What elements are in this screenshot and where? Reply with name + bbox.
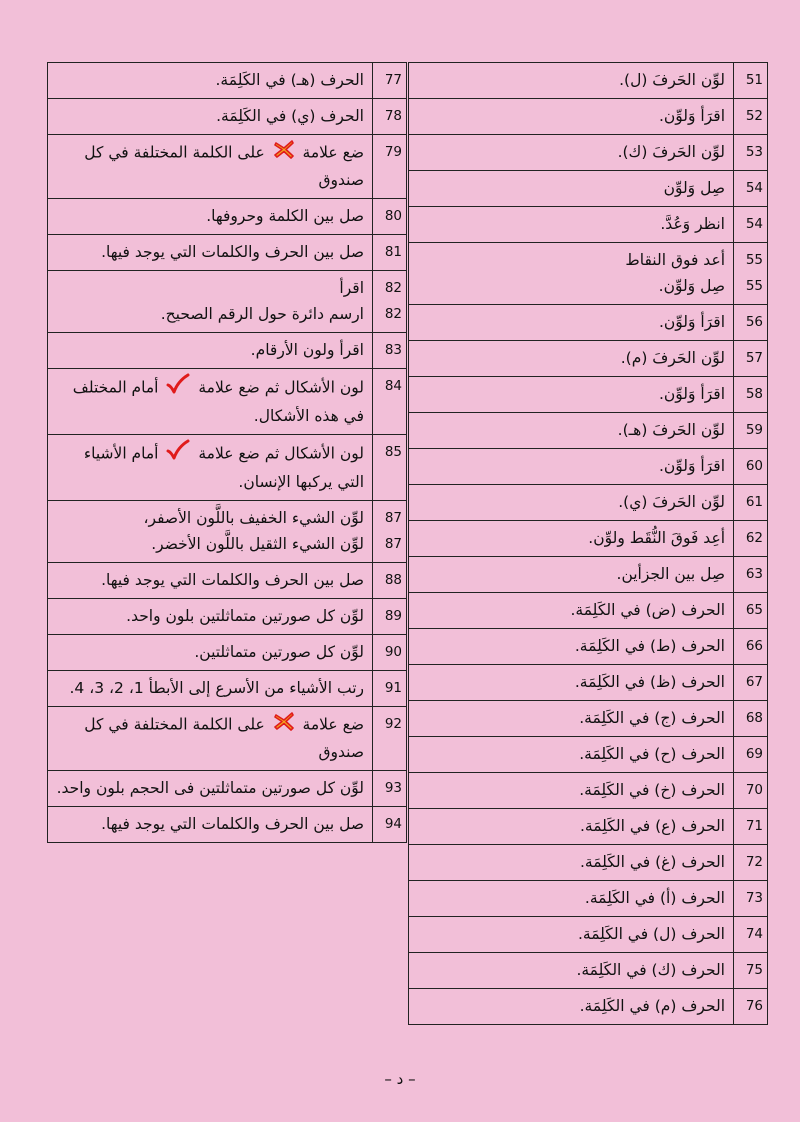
page-number: 91	[384, 680, 402, 696]
entry-title-cell	[48, 599, 373, 635]
contents-row	[48, 63, 407, 99]
entry-title: الحرف (ج) في الكَلِمَة.	[579, 709, 725, 727]
page-number-cell	[734, 305, 768, 341]
contents-row	[409, 171, 768, 207]
page-number: 75	[745, 962, 763, 978]
entry-title-cell	[409, 629, 734, 665]
page-number-cell	[734, 629, 768, 665]
entry-title: الحرف (ل) في الكَلِمَة.	[577, 925, 725, 943]
page-number-cell	[734, 557, 768, 593]
page-number: 85	[384, 444, 402, 460]
page-number-cell	[734, 341, 768, 377]
entry-title: الحرف (ح) في الكَلِمَة.	[579, 745, 725, 763]
entry-title-cell	[48, 235, 373, 271]
page-number-cell	[734, 737, 768, 773]
page-number: 72	[745, 854, 763, 870]
entry-title: لوِّن الحَرفَ (ل).	[619, 71, 725, 89]
page-number-cell	[373, 63, 407, 99]
entry-title-cell	[409, 305, 734, 341]
entry-title: الحرف (ع) في الكَلِمَة.	[579, 817, 725, 835]
page-number-cell	[734, 135, 768, 171]
page-number-cell	[734, 953, 768, 989]
page-number-cell	[373, 271, 407, 333]
contents-row	[48, 501, 407, 563]
entry-title: صِل وَلوِّن.	[658, 277, 725, 295]
page-number: 68	[745, 710, 763, 726]
page-number: 54	[745, 180, 763, 196]
entry-title: اقرأ	[339, 279, 364, 297]
page-number-cell	[734, 449, 768, 485]
entry-title-cell	[409, 557, 734, 593]
page-number: 92	[384, 716, 402, 732]
page-number-cell	[734, 845, 768, 881]
page-number-cell	[373, 199, 407, 235]
entry-title: اقرأ ولون الأرقام.	[250, 341, 364, 359]
entry-title: اقرَأ وَلوِّن.	[658, 107, 725, 125]
page-number: 94	[384, 816, 402, 832]
entry-title: لون الأشكال ثم ضع علامة أمام المختلف في هذه الأشكال.	[54, 373, 364, 429]
page-number-cell	[373, 807, 407, 843]
entry-title-cell	[409, 845, 734, 881]
contents-row	[48, 671, 407, 707]
entry-title: لوِّن كل صورتين متماثلتين.	[194, 643, 364, 661]
contents-row	[409, 449, 768, 485]
entry-title-cell	[48, 135, 373, 199]
page-number-cell	[734, 171, 768, 207]
entry-title: صل بين الحرف والكلمات التي يوجد فيها.	[101, 815, 364, 833]
entry-title-cell	[409, 485, 734, 521]
contents-row	[409, 207, 768, 243]
contents-row	[48, 635, 407, 671]
page-number: 88	[384, 572, 402, 588]
contents-row	[409, 377, 768, 413]
entry-title-cell	[409, 521, 734, 557]
page-number-cell	[734, 243, 768, 305]
entry-title: لوِّن الحَرفَ (م).	[620, 349, 725, 367]
entry-title: الحرف (غ) في الكَلِمَة.	[579, 853, 725, 871]
contents-row	[409, 341, 768, 377]
page-number-cell	[373, 135, 407, 199]
page-number-cell	[734, 809, 768, 845]
contents-row	[409, 773, 768, 809]
entry-title: انظر وَعُدَّ.	[660, 215, 725, 233]
contents-row	[409, 593, 768, 629]
entry-title: ضع علامة على الكلمة المختلفة في كل صندوق	[54, 139, 364, 193]
page-number: 62	[745, 530, 763, 546]
contents-row	[409, 135, 768, 171]
page-number-cell	[373, 435, 407, 501]
contents-row	[409, 63, 768, 99]
page-number: 76	[745, 998, 763, 1014]
entry-title-cell	[409, 243, 734, 305]
page-number: 82	[384, 306, 402, 322]
entry-title-cell	[409, 341, 734, 377]
page-number-cell	[734, 413, 768, 449]
page-number-cell	[373, 563, 407, 599]
page-number-cell	[373, 599, 407, 635]
page-number: 51	[745, 72, 763, 88]
check-mark-icon	[166, 439, 190, 469]
contents-row	[409, 665, 768, 701]
cross-mark-icon	[273, 139, 295, 167]
contents-row	[409, 485, 768, 521]
entry-title-cell	[409, 737, 734, 773]
entry-title: صِل وَلوِّن	[663, 179, 725, 197]
page-number: 59	[745, 422, 763, 438]
page-number: 79	[384, 144, 402, 160]
page-number: 78	[384, 108, 402, 124]
entry-title: الحرف (ظ) في الكَلِمَة.	[574, 673, 725, 691]
contents-row	[409, 243, 768, 305]
page-number-cell	[734, 989, 768, 1025]
contents-row	[409, 917, 768, 953]
page-number: 56	[745, 314, 763, 330]
page-number-cell	[373, 671, 407, 707]
page-number: 80	[384, 208, 402, 224]
page-number: 83	[384, 342, 402, 358]
entry-title-cell	[48, 671, 373, 707]
entry-title-cell	[48, 271, 373, 333]
entry-title-cell	[409, 701, 734, 737]
entry-title-cell	[409, 989, 734, 1025]
entry-title: صِل بين الجزأين.	[616, 565, 725, 583]
page-number-cell	[373, 707, 407, 771]
entry-title: اقرَأ وَلوِّن.	[658, 313, 725, 331]
page-number-cell	[734, 773, 768, 809]
entry-title: اقرَأ وَلوِّن.	[658, 385, 725, 403]
page-number-cell	[373, 99, 407, 135]
contents-table-left	[47, 62, 407, 843]
entry-title: الحرف (خ) في الكَلِمَة.	[579, 781, 725, 799]
entry-title: لوِّن كل صورتين متماثلتين فى الحجم بلون واحد.	[56, 779, 364, 797]
entry-title-cell	[409, 135, 734, 171]
page-number-cell	[373, 333, 407, 369]
contents-row	[48, 771, 407, 807]
entry-title-cell	[409, 593, 734, 629]
entry-title-cell	[48, 563, 373, 599]
entry-title-cell	[409, 953, 734, 989]
page-number-cell	[734, 665, 768, 701]
page-footer-label: – د –	[384, 1070, 416, 1088]
page-number-cell	[373, 369, 407, 435]
entry-title: لون الأشكال ثم ضع علامة أمام الأشياء التي يركبها الإنسان.	[54, 439, 364, 495]
page-number: 93	[384, 780, 402, 796]
entry-title-cell	[48, 63, 373, 99]
page-number: 71	[745, 818, 763, 834]
entry-title-cell	[409, 665, 734, 701]
entry-title: الحرف (أ) في الكَلِمَة.	[584, 889, 725, 907]
page-number: 61	[745, 494, 763, 510]
page-number-cell	[734, 881, 768, 917]
page-number: 73	[745, 890, 763, 906]
contents-row	[409, 305, 768, 341]
entry-title-cell	[409, 207, 734, 243]
page-number: 81	[384, 244, 402, 260]
contents-row	[409, 737, 768, 773]
cross-mark-icon	[273, 711, 295, 739]
contents-row	[409, 629, 768, 665]
page-number: 77	[384, 72, 402, 88]
entry-title: لوِّن كل صورتين متماثلتين بلون واحد.	[126, 607, 364, 625]
contents-row	[48, 271, 407, 333]
page-number: 54	[745, 216, 763, 232]
entry-title: اقرَأ وَلوِّن.	[658, 457, 725, 475]
entry-title-cell	[48, 807, 373, 843]
entry-title-cell	[409, 171, 734, 207]
page-number: 82	[384, 280, 402, 296]
entry-title: ارسم دائرة حول الرقم الصحيح.	[160, 305, 364, 323]
entry-title: لوِّن الشيء الخفيف باللَّون الأصفر،	[143, 509, 364, 527]
entry-title-cell	[48, 635, 373, 671]
page-number: 57	[745, 350, 763, 366]
entry-title-cell	[409, 917, 734, 953]
entry-title-cell	[48, 501, 373, 563]
page-number: 55	[745, 252, 763, 268]
page-number-cell	[373, 235, 407, 271]
entry-title-cell	[48, 333, 373, 369]
entry-title-cell	[48, 707, 373, 771]
entry-title: الحرف (ي) في الكَلِمَة.	[216, 107, 364, 125]
page-number: 74	[745, 926, 763, 942]
entry-title-cell	[409, 377, 734, 413]
page-number: 58	[745, 386, 763, 402]
contents-row	[409, 953, 768, 989]
entry-title: الحرف (م) في الكَلِمَة.	[579, 997, 725, 1015]
page-number-cell	[734, 917, 768, 953]
page-number-cell	[734, 593, 768, 629]
entry-title-cell	[48, 199, 373, 235]
entry-title-cell	[409, 413, 734, 449]
entry-title-cell	[48, 369, 373, 435]
check-mark-icon	[166, 373, 190, 403]
entry-title-cell	[409, 63, 734, 99]
page-number-cell	[373, 501, 407, 563]
contents-row	[409, 845, 768, 881]
entry-title-cell	[409, 449, 734, 485]
contents-row	[48, 707, 407, 771]
entry-title-cell	[409, 773, 734, 809]
page-number-cell	[373, 771, 407, 807]
contents-row	[409, 881, 768, 917]
entry-title: الحرف (ط) في الكَلِمَة.	[574, 637, 725, 655]
page-number: 52	[745, 108, 763, 124]
contents-row	[409, 701, 768, 737]
entry-title-cell	[48, 771, 373, 807]
page-number: 87	[384, 536, 402, 552]
entry-title: ضع علامة على الكلمة المختلفة في كل صندوق	[54, 711, 364, 765]
contents-row	[48, 333, 407, 369]
page-number-cell	[734, 207, 768, 243]
contents-row	[48, 369, 407, 435]
contents-row	[48, 435, 407, 501]
contents-row	[409, 99, 768, 135]
entry-title: لوِّن الحَرفَ (هـ).	[617, 421, 725, 439]
contents-row	[48, 135, 407, 199]
contents-row	[48, 807, 407, 843]
contents-table-right	[408, 62, 768, 1025]
page-number-cell	[734, 63, 768, 99]
page-number: 66	[745, 638, 763, 654]
entry-title: الحرف (ض) في الكَلِمَة.	[570, 601, 725, 619]
contents-row	[48, 563, 407, 599]
page-number: 84	[384, 378, 402, 394]
page-number-cell	[734, 99, 768, 135]
contents-row	[409, 557, 768, 593]
page-number-cell	[734, 377, 768, 413]
contents-row	[409, 413, 768, 449]
entry-title: الحرف (ك) في الكَلِمَة.	[576, 961, 725, 979]
entry-title: لوِّن الحَرفَ (ك).	[617, 143, 725, 161]
entry-title: صل بين الحرف والكلمات التي يوجد فيها.	[101, 243, 364, 261]
page-number-cell	[734, 485, 768, 521]
contents-row	[48, 599, 407, 635]
page-number: 90	[384, 644, 402, 660]
entry-title: صل بين الكلمة وحروفها.	[206, 207, 364, 225]
page-number: 87	[384, 510, 402, 526]
page-number: 60	[745, 458, 763, 474]
page-number: 55	[745, 278, 763, 294]
entry-title: صل بين الحرف والكلمات التي يوجد فيها.	[101, 571, 364, 589]
page-number: 65	[745, 602, 763, 618]
entry-title-cell	[48, 435, 373, 501]
page-number: 53	[745, 144, 763, 160]
page-number-cell	[373, 635, 407, 671]
entry-title: لوِّن الحَرفَ (ي).	[618, 493, 725, 511]
page-number: 67	[745, 674, 763, 690]
entry-title: لوِّن الشيء الثقيل باللَّون الأخضر.	[151, 535, 364, 553]
page-number: 70	[745, 782, 763, 798]
entry-title: أعِد فَوقَ النُّقَط ولوِّن.	[588, 529, 725, 547]
entry-title-cell	[409, 881, 734, 917]
contents-row	[48, 199, 407, 235]
contents-row	[48, 99, 407, 135]
entry-title-cell	[409, 99, 734, 135]
entry-title-cell	[48, 99, 373, 135]
entry-title: رتب الأشياء من الأسرع إلى الأبطأ 1، 2، 3، 4.	[69, 679, 364, 697]
page-number: 89	[384, 608, 402, 624]
contents-row	[409, 809, 768, 845]
page-number: 69	[745, 746, 763, 762]
contents-row	[409, 989, 768, 1025]
page-number-cell	[734, 521, 768, 557]
page-number: 63	[745, 566, 763, 582]
entry-title-cell	[409, 809, 734, 845]
entry-title: الحرف (هـ) في الكَلِمَة.	[215, 71, 364, 89]
entry-title: أعد فوق النقاط	[625, 251, 725, 269]
contents-row	[48, 235, 407, 271]
page-number-cell	[734, 701, 768, 737]
contents-row	[409, 521, 768, 557]
